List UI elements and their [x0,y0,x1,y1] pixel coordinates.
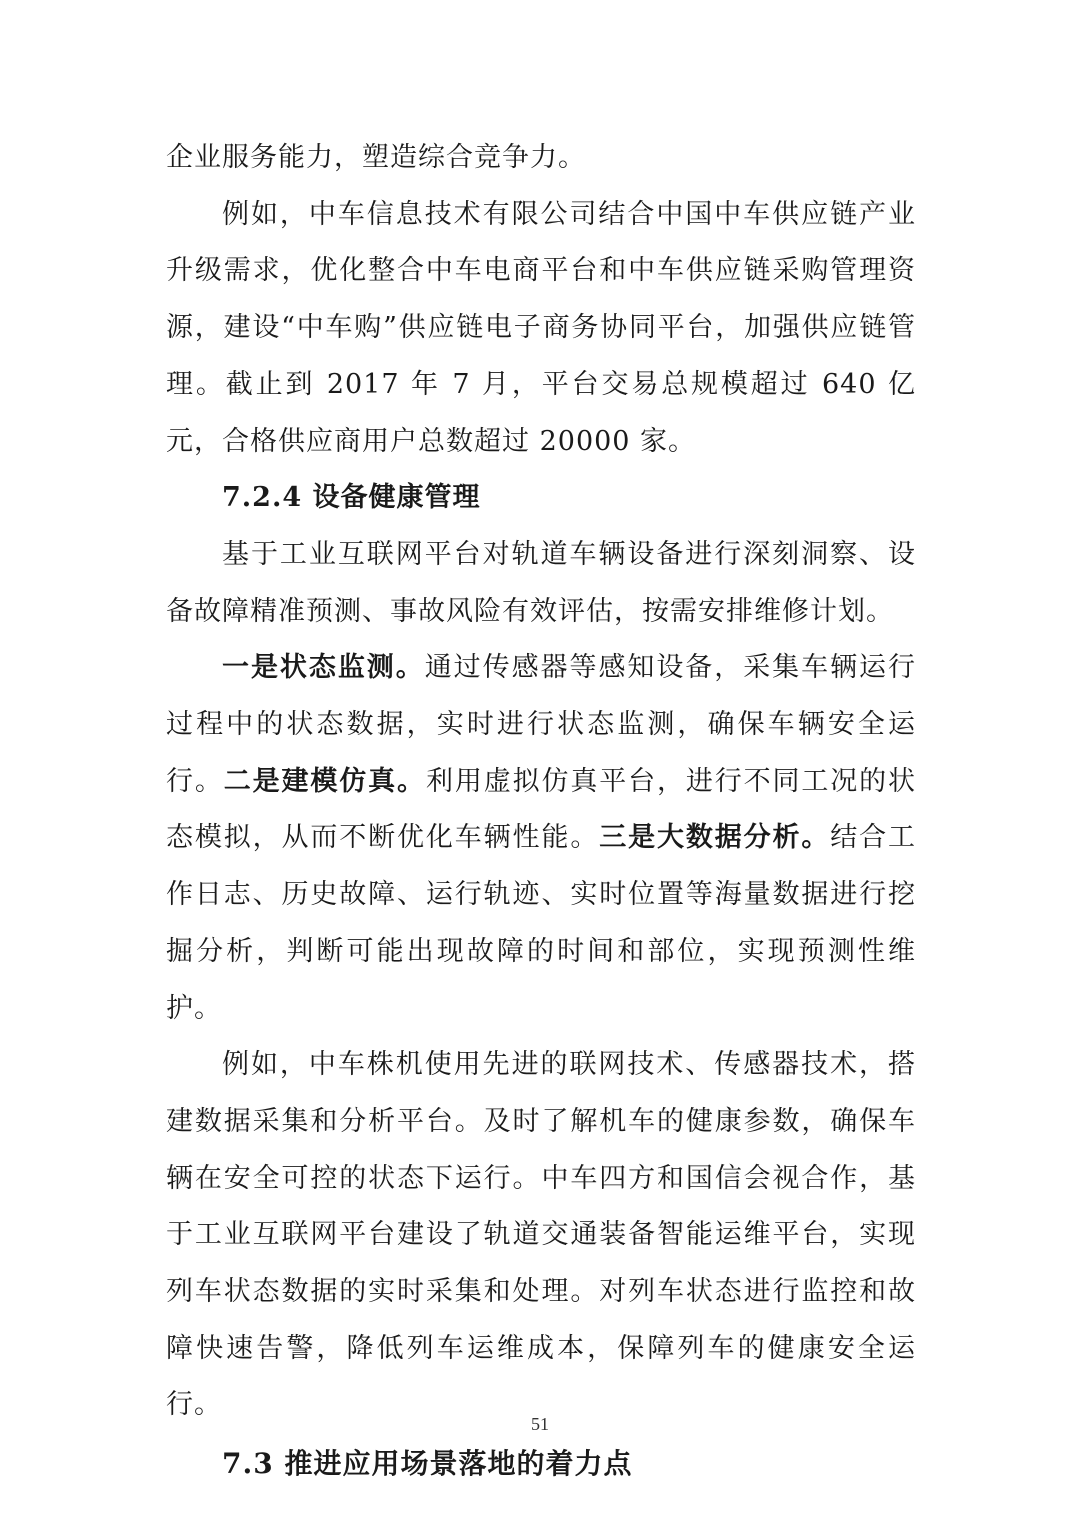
paragraph-crrc-maintenance-example: 例如，中车株机使用先进的联网技术、传感器技术，搭建数据采集和分析平台。及时了解机车的健康参数，确保车辆在安全可控的状态下运行。中车四方和国信会视合作，基于工业互联网平台建设了轨道交通装备智能运维平台，实现列车状态数据的实时采集和处理。对列车状态进行监控和故障快速告警，降低列车运维成本，保障列车的健康安全运行。 [166,1049,916,1421]
point-3-text: 结合工作日志、历史故障、运行轨迹、实时位置等海量数据进行挖掘分析，判断可能出现故障的时间和部位，实现预测性维护。 [166,822,917,1024]
paragraph-equipment-health-points [166,640,916,1037]
paragraph-continuation: 企业服务能力，塑造综合竞争力。 [166,142,586,173]
point-1-label: 一是状态监测。 [222,652,425,684]
document-body [166,130,916,1494]
paragraph-crrc-procurement-example: 例如，中车信息技术有限公司结合中国中车供应链产业升级需求，优化整合中车电商平台和中车供应链采购管理资源，建设“中车购”供应链电子商务协同平台，加强供应链管理。截止到 2017 年 7 月，平台交易总规模超过 640 亿元，合格供应商用户总数超过 20000 家。 [166,198,916,457]
paragraph-equipment-health-intro: 基于工业互联网平台对轨道车辆设备进行深刻洞察、设备故障精准预测、事故风险有效评估，按需安排维修计划。 [166,538,916,627]
point-3-label: 三是大数据分析。 [599,822,831,854]
point-2-text: 利用虚拟仿真平台，进行不同工况的状态模拟，从而不断优化车辆性能。 [166,765,917,854]
section-heading-7-3: 7.3 推进应用场景落地的着力点 [222,1447,633,1481]
point-2-label: 二是建模仿真。 [223,765,426,797]
point-1-text: 通过传感器等感知设备，采集车辆运行过程中的状态数据，实时进行状态监测，确保车辆安全运行。 [166,652,917,797]
section-heading-7-2-4: 7.2.4 设备健康管理 [222,482,481,514]
page-number: 51 [531,1414,549,1434]
